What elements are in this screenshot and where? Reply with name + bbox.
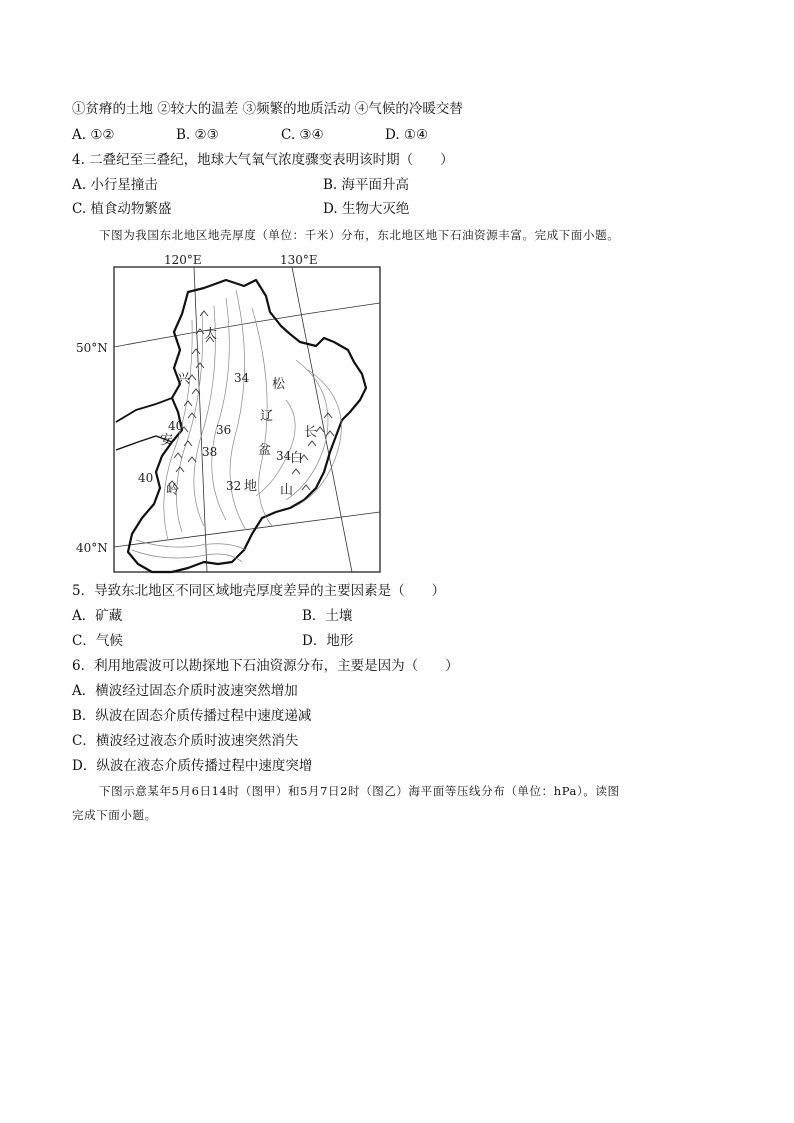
q5-choice-a[interactable]: A．矿藏: [72, 608, 123, 624]
q4-choice-b[interactable]: B. 海平面升高: [323, 177, 410, 193]
q4-stem: 4. 二叠纪至三叠纪，地球大气氧气浓度骤变表明该时期（ ）: [72, 152, 454, 168]
map-char-di: 地: [244, 479, 258, 494]
q4-choice-d[interactable]: D. 生物大灭绝: [323, 201, 410, 217]
q5-stem: 5．导致东北地区不同区域地壳厚度差异的主要因素是（ ）: [72, 583, 446, 599]
map-char-an: 安: [160, 433, 174, 448]
pressure-map-intro-line2: 完成下面小题。: [72, 808, 157, 822]
map-char-liao: 辽: [260, 409, 274, 424]
q5-choice-c[interactable]: C．气候: [72, 633, 123, 649]
pressure-map-intro-line1: 下图示意某年5月6日14时（图甲）和5月7日2时（图乙）海平面等压线分布（单位：hPa）。读图: [99, 784, 620, 798]
contour-label-40a: 40: [168, 419, 184, 433]
map-char-shan: 山: [280, 483, 294, 498]
map-intro: 下图为我国东北地区地壳厚度（单位：千米）分布，东北地区地下石油资源丰富。完成下面小题。: [99, 228, 620, 242]
map-char-ling: 岭: [166, 483, 180, 498]
lat-label-40: 40°N: [76, 541, 108, 555]
contour-label-38: 38: [202, 445, 218, 459]
q5-choice-b[interactable]: B．土壤: [302, 608, 353, 624]
contour-label-34b: 34: [276, 449, 292, 463]
q6-choice-a[interactable]: A．横波经过固态介质时波速突然增加: [72, 683, 298, 699]
contour-label-32: 32: [226, 479, 242, 493]
contour-label-40b: 40: [138, 471, 154, 485]
q6-choice-c[interactable]: C．横波经过液态介质时波速突然消失: [72, 733, 299, 749]
map-char-bai: 白: [290, 451, 304, 466]
map-frame: [114, 267, 380, 572]
q4-choice-a[interactable]: A. 小行星撞击: [72, 177, 158, 193]
q3-choice-b[interactable]: B. ②③: [176, 127, 219, 143]
contour-label-36: 36: [216, 423, 232, 437]
contour-label-34: 34: [234, 371, 250, 385]
q3-choice-d[interactable]: D. ①④: [385, 127, 429, 143]
lat-label-50: 50°N: [76, 341, 108, 355]
q4-choice-c[interactable]: C. 植食动物繁盛: [72, 201, 172, 217]
q3-choice-c[interactable]: C. ③④: [281, 127, 324, 143]
map-char-da: 大: [204, 327, 218, 342]
lon-label-130: 130°E: [280, 253, 318, 267]
q6-choice-d[interactable]: D．纵波在液态介质传播过程中速度突增: [72, 758, 313, 774]
map-char-song: 松: [272, 377, 286, 392]
q3-options-line: ①贫瘠的土地 ②较大的温差 ③频繁的地质活动 ④气候的冷暖交替: [72, 101, 463, 117]
q6-choice-b[interactable]: B．纵波在固态介质传播过程中速度递减: [72, 708, 312, 724]
crust-thickness-map: [76, 250, 386, 575]
map-char-xing: 兴: [177, 372, 191, 387]
q6-stem: 6．利用地震波可以勘探地下石油资源分布，主要是因为（ ）: [72, 658, 459, 674]
q3-choice-a[interactable]: A. ①②: [72, 127, 115, 143]
q5-choice-d[interactable]: D．地形: [302, 633, 354, 649]
map-char-pen: 盆: [258, 443, 272, 458]
map-char-chang: 长: [304, 425, 318, 440]
lon-label-120: 120°E: [164, 253, 202, 267]
